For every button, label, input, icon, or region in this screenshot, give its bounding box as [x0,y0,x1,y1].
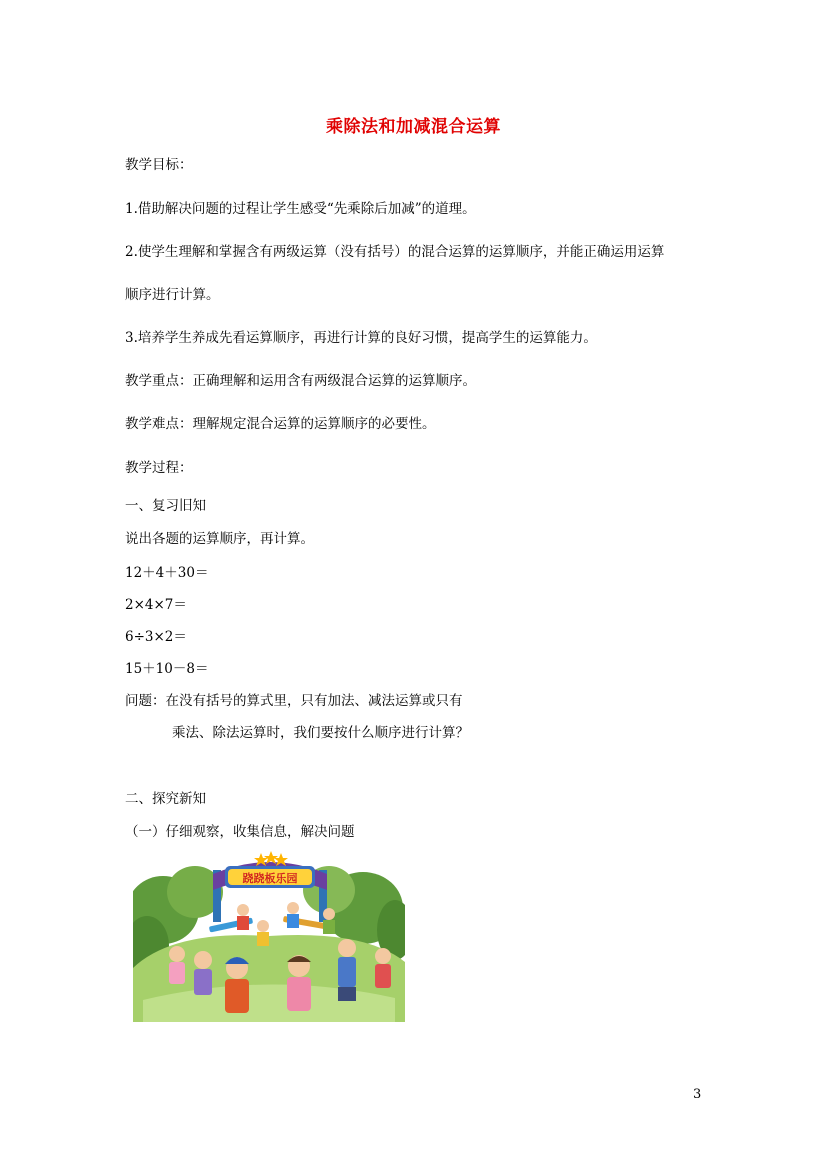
section-explore-heading: 二、探究新知 [125,791,206,807]
section-review-heading: 一、复习旧知 [125,498,206,514]
teaching-goals-heading: 教学目标： [125,157,193,173]
page-number: 3 [693,1087,702,1102]
goal-2-continued: 顺序进行计算。 [125,287,220,303]
exercise-3: 6÷3×2＝ [125,629,187,645]
playground-illustration [133,850,405,1022]
review-instruction: 说出各题的运算顺序，再计算。 [125,531,314,547]
exercise-2: 2×4×7＝ [125,597,187,613]
goal-2: 2.使学生理解和掌握含有两级运算（没有括号）的混合运算的运算顺序，并能正确运用运算 [125,244,665,260]
question-continued: 乘法、除法运算时，我们要按什么顺序进行计算？ [172,725,469,741]
key-point: 教学重点：正确理解和运用含有两级混合运算的运算顺序。 [125,373,476,389]
playground-sign-text: 跷跷板乐园 [242,872,298,885]
difficult-point: 教学难点：理解规定混合运算的运算顺序的必要性。 [125,416,436,432]
exercise-1: 12＋4＋30＝ [125,565,209,581]
goal-3: 3.培养学生养成先看运算顺序，再进行计算的良好习惯，提高学生的运算能力。 [125,330,597,346]
exercise-4: 15＋10－8＝ [125,661,209,677]
subsection-observe-heading: （一）仔细观察，收集信息，解决问题 [125,824,355,840]
process-heading: 教学过程： [125,460,193,476]
goal-1: 1.借助解决问题的过程让学生感受“先乘除后加减”的道理。 [125,201,476,217]
document-title: 乘除法和加减混合运算 [326,117,501,137]
question: 问题：在没有括号的算式里，只有加法、减法运算或只有 [125,693,463,709]
